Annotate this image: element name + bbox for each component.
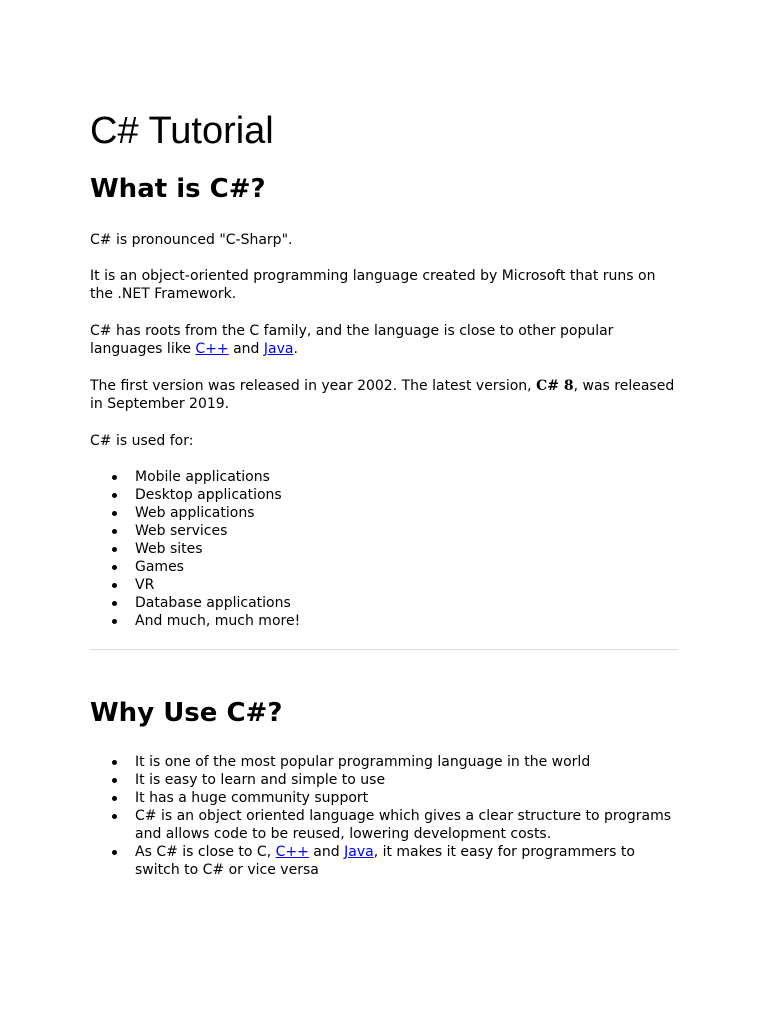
heading-why-use-csharp: Why Use C#?	[90, 698, 283, 728]
bullet-icon	[112, 511, 117, 516]
list-item	[135, 771, 680, 789]
list-item	[135, 753, 680, 771]
paragraph-used-for: C# is used for:	[90, 433, 194, 449]
roots-text-mid: and	[228, 341, 264, 357]
list-item-text: Web services	[135, 523, 228, 539]
bullet-icon	[112, 493, 117, 498]
list-item	[135, 843, 680, 879]
bullet-icon	[112, 601, 117, 606]
bullet-icon	[112, 760, 117, 765]
java-link[interactable]: Java	[344, 844, 374, 860]
bullet-icon	[112, 475, 117, 480]
roots-text-before: C# has roots from the C family, and the language is close to other popular languages like	[90, 323, 614, 357]
bullet-icon	[112, 778, 117, 783]
list-item-text: Web sites	[135, 541, 203, 557]
list-item	[135, 612, 680, 630]
paragraph-versions	[90, 377, 680, 413]
bullet-icon	[112, 796, 117, 801]
cpp-link[interactable]: C++	[275, 844, 309, 860]
reason-text-before: As C# is close to C,	[135, 844, 276, 860]
list-item	[135, 807, 680, 843]
list-item-text: It is one of the most popular programming language in the world	[135, 754, 591, 770]
bullet-icon	[112, 619, 117, 624]
list-item	[135, 468, 680, 486]
list-item-text: It is easy to learn and simple to use	[135, 772, 386, 788]
list-item-text: C# is an object oriented language which gives a clear structure to programs and allows code to be reused, lowering development costs.	[135, 808, 672, 842]
java-link[interactable]: Java	[263, 341, 294, 357]
reason-text-mid: and	[308, 844, 345, 860]
list-item	[135, 558, 680, 576]
list-item	[135, 522, 680, 540]
bullet-icon	[112, 583, 117, 588]
list-item-text: Games	[135, 559, 184, 575]
latest-version: C# 8	[536, 378, 574, 394]
list-item-text: And much, much more!	[135, 613, 301, 629]
page-title: C# Tutorial	[90, 110, 274, 152]
bullet-icon	[112, 547, 117, 552]
list-item	[135, 540, 680, 558]
bullet-icon	[112, 565, 117, 570]
list-item-text: Web applications	[135, 505, 255, 521]
cpp-link[interactable]: C++	[195, 341, 229, 357]
list-item	[135, 486, 680, 504]
list-item	[135, 789, 680, 807]
list-item-text: It has a huge community support	[135, 790, 369, 806]
paragraph-definition: It is an object-oriented programming language created by Microsoft that runs on the .NET Framework.	[90, 268, 656, 302]
versions-text-after: , was released in September 2019.	[90, 378, 675, 412]
section-divider	[90, 649, 678, 650]
list-item	[135, 594, 680, 612]
list-item-text: Desktop applications	[135, 487, 282, 503]
list-item-text: Database applications	[135, 595, 291, 611]
list-item-text: VR	[135, 577, 155, 593]
heading-what-is-csharp: What is C#?	[90, 174, 266, 204]
paragraph-roots	[90, 322, 680, 358]
list-item	[135, 576, 680, 594]
versions-text-before: The first version was released in year 2002. The latest version,	[90, 378, 537, 394]
uses-list	[90, 468, 680, 630]
list-item-text: Mobile applications	[135, 469, 270, 485]
reason-text-after: , it makes it easy for programmers to switch to C# or vice versa	[135, 844, 635, 878]
paragraph-pronunciation: C# is pronounced "C-Sharp".	[90, 232, 293, 248]
bullet-icon	[112, 814, 117, 819]
bullet-icon	[112, 850, 117, 855]
roots-text-after: .	[293, 341, 298, 357]
reasons-list	[90, 753, 680, 879]
list-item	[135, 504, 680, 522]
bullet-icon	[112, 529, 117, 534]
